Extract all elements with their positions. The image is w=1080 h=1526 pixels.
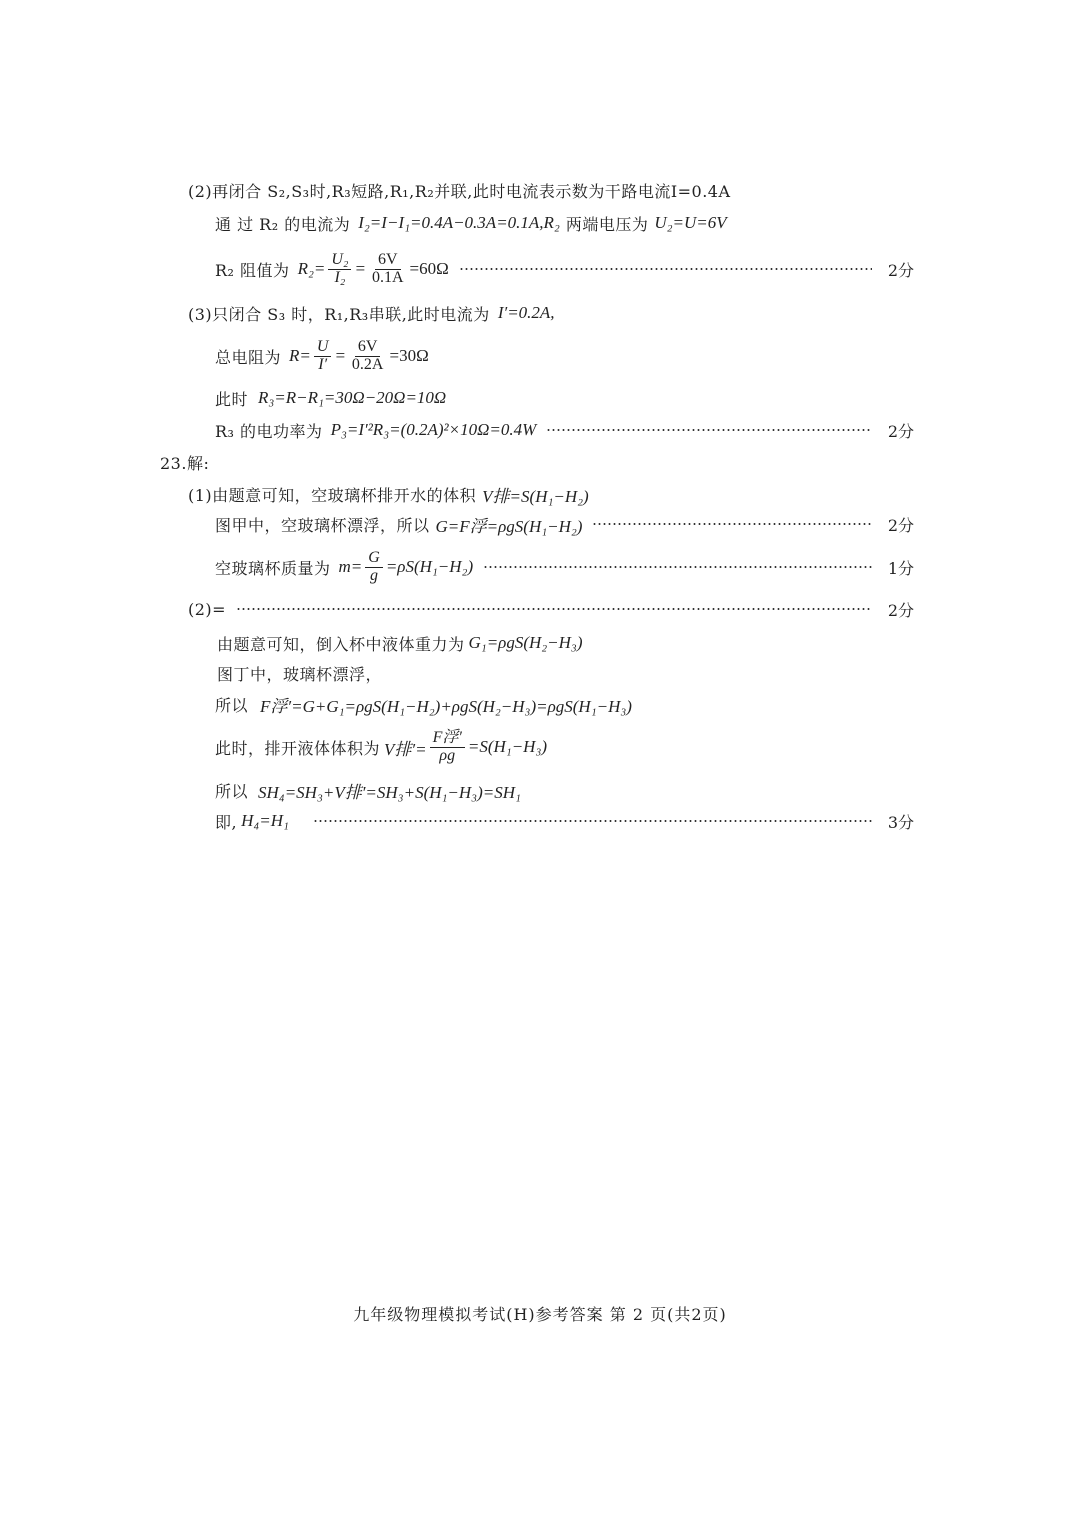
q22-part2-l3-result: =60Ω xyxy=(409,259,449,278)
q22-part2-l2-mid: 两端电压为 xyxy=(565,214,649,234)
q22-part3-line4 xyxy=(0,415,1080,445)
score: 3分 xyxy=(887,812,914,832)
q22-part2-line2 xyxy=(0,208,1080,238)
q22-part3-l2-result: =30Ω xyxy=(389,346,429,365)
q22-part3-l3-math: R₃=R−R₁=30Ω−20Ω=10Ω xyxy=(258,388,447,407)
fraction-6v-01a: $\frac{6V}{0.1A}$ xyxy=(371,250,404,286)
q23-part1-l3-result: =ρS(H₁−H₂) xyxy=(385,557,474,576)
q22-part3-line2: 总电阻为 R= $\frac{U}{I'}$ = $\frac{6V}{0.2A}$ =30Ω xyxy=(215,337,429,373)
q22-part2-l2-prefix: 通 过 R₂ 的电流为 xyxy=(215,214,351,234)
q22-part3-l2-lhs: R= xyxy=(289,346,311,365)
fraction-g-g: $\frac{G}{g}$ xyxy=(365,550,383,585)
fraction-u-i: $\frac{U}{I'}$ xyxy=(314,339,332,374)
q23-part1-l1-prefix: (1)由题意可知，空玻璃杯排开水的体积 xyxy=(188,485,477,505)
q23-part2-l1-prefix: (2)= xyxy=(188,599,227,619)
q22-part3-l3-prefix: 此时 xyxy=(215,389,249,409)
q23-part2-l4-prefix: 所以 xyxy=(215,695,249,715)
fraction-6v-02a: $\frac{6V}{0.2A}$ xyxy=(351,337,384,373)
q23-part2-l3: 图丁中，玻璃杯漂浮， xyxy=(217,664,383,684)
score: 2分 xyxy=(887,600,914,620)
q22-part3-l1-prefix: (3)只闭合 S₃ 时，R₁,R₃串联,此时电流为 xyxy=(188,304,490,324)
fraction-u2-i2: $\frac{\text{U₂}}{\text{I₂}}$ xyxy=(328,252,351,287)
q23-part2-l7-math: H₄=H₁ xyxy=(241,811,289,830)
leader-dots xyxy=(592,523,872,525)
q23-part2-line5 xyxy=(0,726,1080,768)
fraction-f-rhog: $\frac{\text{F浮′}}{\rho g}$ xyxy=(430,730,465,765)
q23-part1-line2 xyxy=(0,509,1080,539)
q23-heading-line xyxy=(0,447,1080,477)
q22-part3-l2-prefix: 总电阻为 xyxy=(215,347,282,367)
q22-part3-l4-prefix: R₃ 的电功率为 xyxy=(215,421,323,441)
q23-part2-l5-prefix: 此时，排开液体体积为 xyxy=(215,738,381,758)
q23-part2-line4 xyxy=(0,689,1080,719)
q22-part2-l2-math2: U₂=U=6V xyxy=(654,213,727,232)
score: 1分 xyxy=(887,558,914,578)
q22-part3-line1 xyxy=(0,298,1080,328)
leader-dots xyxy=(546,429,872,431)
q23-part2-l4-math: F浮′=G+G₁=ρgS(H₁−H₂)+ρgS(H₂−H₃)=ρgS(H₁−H₃) xyxy=(260,696,632,716)
q22-part2-line3: R₂ 阻值为 R₂= $\frac{\text{U₂}}{\text{I₂}}$ = $\frac{6V}{0.1A}$ =60Ω 2分 xyxy=(215,250,914,286)
q23-part2-l5-lhs: V排′= xyxy=(384,739,427,759)
q22-part2-l2-math: I₂=I−I₁=0.4A−0.3A=0.1A,R₂ xyxy=(358,213,560,232)
page-footer: 九年级物理模拟考试(H)参考答案 第 2 页(共2页) xyxy=(353,1305,727,1324)
q23-heading: 23.解: xyxy=(160,453,210,473)
q22-part2-l3-prefix: R₂ 阻值为 xyxy=(215,260,290,280)
q23-part1-l3-prefix: 空玻璃杯质量为 xyxy=(215,558,331,578)
q23-part1-l2-prefix: 图甲中，空玻璃杯漂浮，所以 xyxy=(215,515,430,535)
q22-part2-l3-lhs: R₂= xyxy=(297,259,326,278)
q23-part2-l2-prefix: 由题意可知，倒入杯中液体重力为 xyxy=(217,634,465,654)
q23-part1-line3 xyxy=(0,546,1080,588)
q23-part2-line2 xyxy=(0,628,1080,658)
q23-part2-line3 xyxy=(0,658,1080,688)
leader-dots xyxy=(236,608,872,610)
q23-part1-l3-lhs: m= xyxy=(338,557,363,576)
q22-part3-l1-math: I′=0.2A, xyxy=(497,303,555,322)
q23-part1-l1-math: V排=S(H₁−H₂) xyxy=(482,486,589,506)
score: 2分 xyxy=(887,515,914,535)
q23-part2-l6-prefix: 所以 xyxy=(215,781,249,801)
q23-part1-line1 xyxy=(0,479,1080,509)
q23-part2-line6 xyxy=(0,775,1080,805)
q23-part2-l6-math: SH₄=SH₃+V排′=SH₃+S(H₁−H₃)=SH₁ xyxy=(258,782,521,802)
leader-dots xyxy=(483,566,872,568)
score: 2分 xyxy=(887,421,914,441)
q22-part2-text: (2)再闭合 S₂,S₃时,R₃短路,R₁,R₂并联,此时电流表示数为干路电流I=0.4A xyxy=(188,181,731,201)
q22-part3-l4-math: P₃=I′²R₃=(0.2A)²×10Ω=0.4W xyxy=(330,420,537,439)
leader-dots xyxy=(313,820,872,822)
q23-part2-l2-math: G₁=ρgS(H₂−H₃) xyxy=(468,633,583,652)
q22-part2-line1 xyxy=(0,175,1080,205)
leader-dots xyxy=(459,268,872,270)
q22-part3-line3 xyxy=(0,383,1080,413)
q23-part2-line1 xyxy=(0,594,1080,624)
q23-part2-l5-result: =S(H₁−H₃) xyxy=(467,737,548,756)
q23-part1-l2-math: G=F浮=ρgS(H₁−H₂) xyxy=(435,516,583,536)
q23-part2-line7 xyxy=(0,806,1080,836)
q23-part2-l7-prefix: 即, xyxy=(215,812,238,832)
score: 2分 xyxy=(887,260,914,280)
